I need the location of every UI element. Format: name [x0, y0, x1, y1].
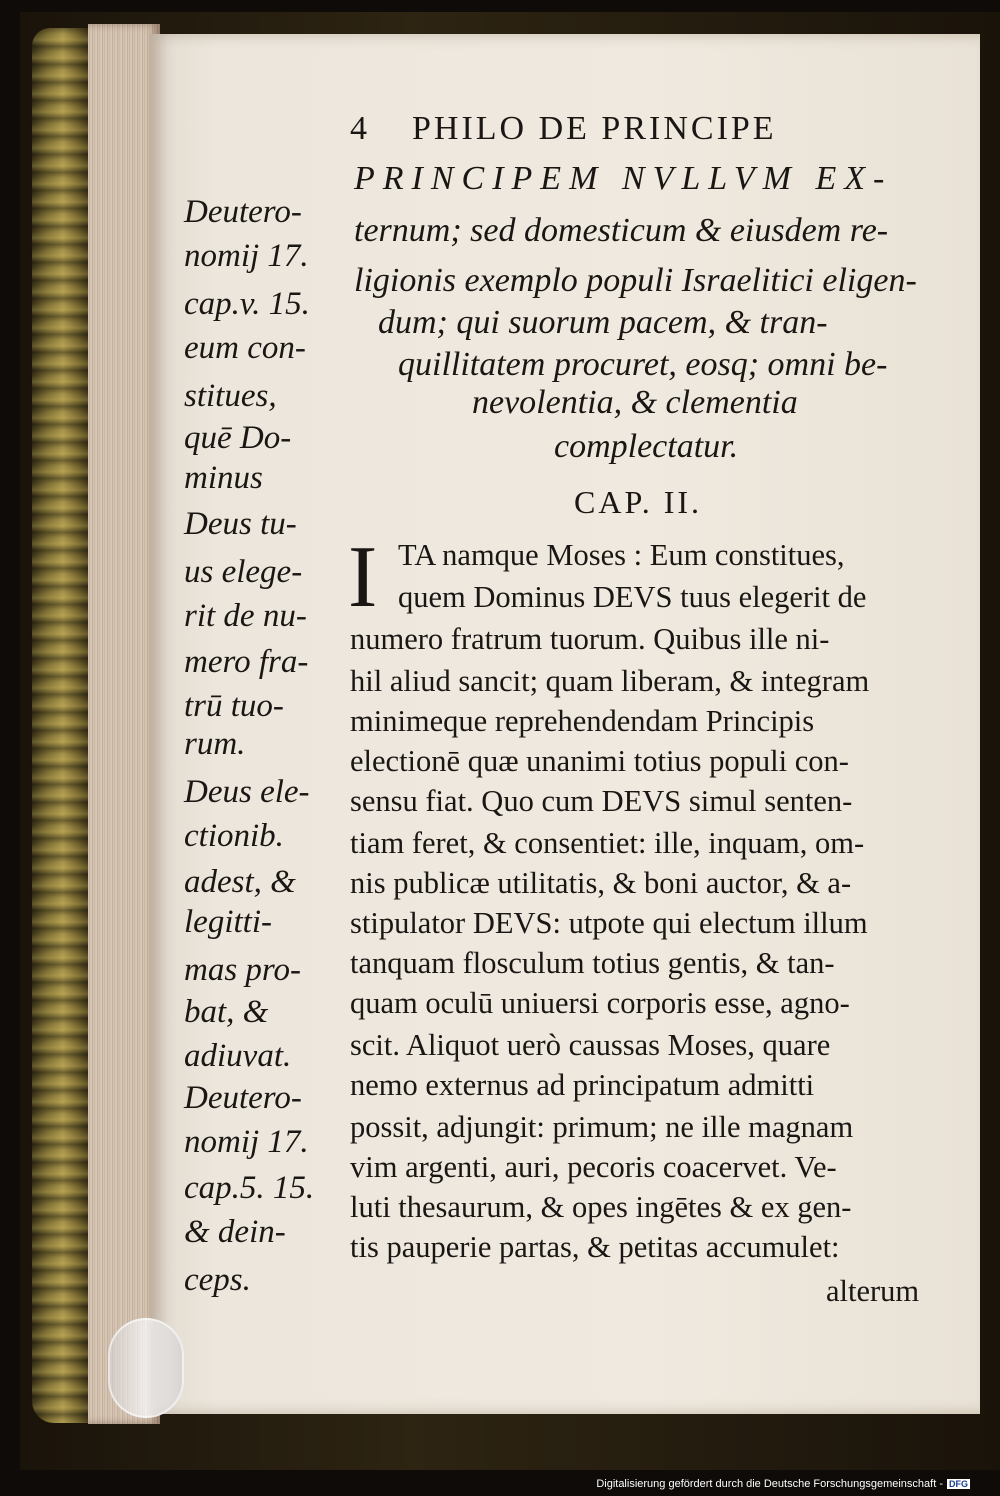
chapter-label: CAP. II. — [574, 484, 703, 520]
body-line: possit, adjungit: primum; ne ille magnam — [350, 1110, 854, 1144]
margin-note-line: ctionib. — [184, 818, 284, 854]
book-spine — [32, 28, 94, 1423]
margin-note-line: us elege- — [184, 554, 303, 590]
body-line: vim argenti, auri, pecoris coacervet. Ve- — [350, 1150, 837, 1184]
running-head — [350, 110, 777, 148]
heading-line: nevolentia, & clementia — [472, 384, 798, 421]
margin-note-line: ceps. — [184, 1262, 251, 1298]
margin-note-line: trū tuo- — [184, 688, 284, 724]
footer-text: Digitalisierung gefördert durch die Deutsche Forschungsgemeinschaft - — [596, 1478, 943, 1490]
drop-cap: I — [348, 529, 378, 626]
body-line: tanquam flosculum totius gentis, & tan- — [350, 946, 835, 980]
margin-note-line: quē Do- — [184, 420, 292, 456]
margin-note-line: mas pro- — [184, 952, 302, 988]
heading-line: quillitatem procuret, eosq; omni be- — [398, 346, 888, 383]
heading-line: ligionis exemplo populi Israelitici eligen- — [354, 262, 917, 299]
margin-note-line: Deus ele- — [184, 774, 310, 810]
body-line: tiam feret, & consentiet: ille, inquam, om- — [350, 826, 865, 860]
catchword: alterum — [826, 1274, 920, 1308]
margin-note-line: nomij 17. — [184, 1124, 309, 1160]
heading-line: ternum; sed domesticum & eiusdem re- — [354, 212, 889, 249]
margin-note-line: minus — [184, 460, 263, 496]
page-clip — [108, 1318, 184, 1418]
body-line: quam oculū uniuersi corporis esse, agno- — [350, 986, 850, 1020]
body-line: numero fratrum tuorum. Quibus ille ni- — [350, 622, 830, 656]
body-line: hil aliud sancit; quam liberam, & integram — [350, 664, 870, 698]
body-line: scit. Aliquot uerò caussas Moses, quare — [350, 1028, 831, 1062]
margin-note-line: bat, & — [184, 994, 269, 1030]
margin-note-line: stitues, — [184, 378, 277, 414]
dfg-logo: DFG — [949, 1479, 968, 1489]
body-line: stipulator DEVS: utpote qui electum illum — [350, 906, 868, 940]
margin-note-line: Deutero- — [184, 1080, 302, 1116]
body-line: minimeque reprehendendam Principis — [350, 704, 815, 738]
margin-note-line: cap.5. 15. — [184, 1170, 315, 1206]
margin-note-line: nomij 17. — [184, 238, 309, 274]
running-title: PHILO DE PRINCIPE — [412, 110, 777, 147]
margin-note-line: rit de nu- — [184, 598, 307, 634]
heading-line: complectatur. — [554, 428, 739, 465]
margin-note-line: adest, & — [184, 864, 296, 900]
body-line: sensu fiat. Quo cum DEVS simul senten- — [350, 784, 853, 818]
body-line: luti thesaurum, & opes ingētes & ex gen- — [350, 1190, 852, 1224]
body-line: electionē quæ unanimi totius populi con- — [350, 744, 849, 778]
page-number: 4 — [350, 110, 370, 147]
heading-line: PRINCIPEM NVLLVM EX- — [354, 160, 893, 197]
margin-note-line: mero fra- — [184, 644, 309, 680]
digitization-footer — [596, 1478, 970, 1490]
body-line: TA namque Moses : Eum constitues, — [398, 538, 845, 572]
margin-note-line: & dein- — [184, 1214, 286, 1250]
body-line: nemo externus ad principatum admitti — [350, 1068, 815, 1102]
body-line: tis pauperie partas, & petitas accumulet: — [350, 1230, 840, 1264]
margin-note-line: legitti- — [184, 904, 272, 940]
body-line: nis publicæ utilitatis, & boni auctor, & a- — [350, 866, 852, 900]
margin-note-line: eum con- — [184, 330, 306, 366]
heading-line: dum; qui suorum pacem, & tran- — [378, 304, 828, 341]
body-line: quem Dominus DEVS tuus elegerit de — [398, 580, 867, 614]
margin-note-line: Deutero- — [184, 194, 302, 230]
margin-note-line: rum. — [184, 726, 246, 762]
margin-note-line: adiuvat. — [184, 1038, 292, 1074]
margin-note-line: cap.v. 15. — [184, 286, 310, 322]
margin-note-line: Deus tu- — [184, 506, 297, 542]
